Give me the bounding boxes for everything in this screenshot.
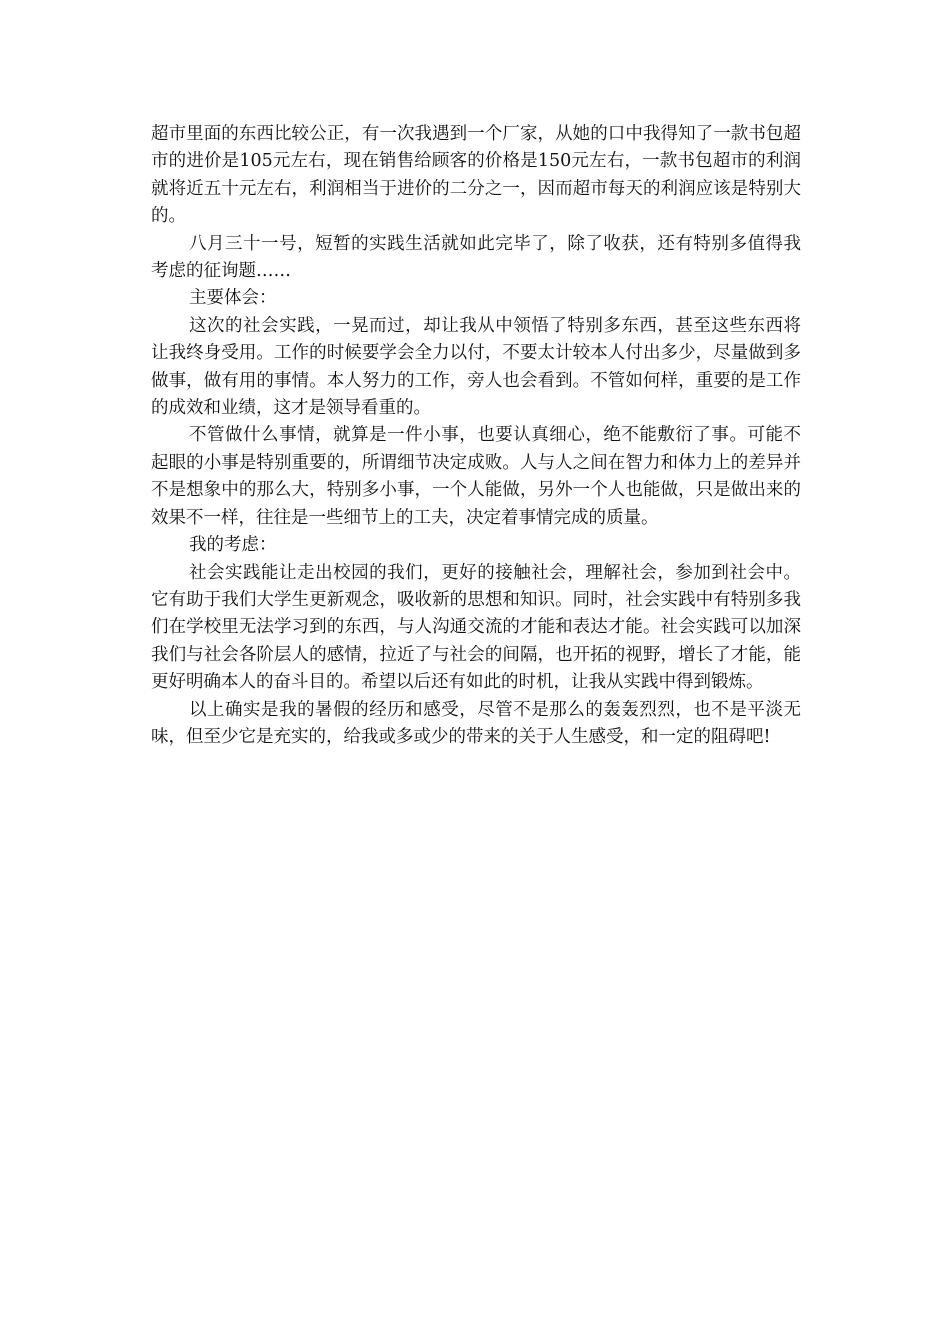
section-heading-my-thoughts: 我的考虑：: [189, 535, 277, 556]
paragraph-supermarket-profit: 超市里面的东西比较公正，有一次我遇到一个厂家，从她的口中我得知了一款书包超市的进价是105元左右，现在销售给顾客的价格是150元左右，一款书包超市的利润就将近五十元左右，利润相当于进价的二分之一，因而超市每天的利润应该是特别大的。: [151, 124, 801, 227]
paragraph-conclusion: 以上确实是我的暑假的经历和感受，尽管不是那么的轰轰烈烈，也不是平淡无味，但至少它是充实的，给我或多或少的带来的关于人生感受，和一定的阻碍吧!: [151, 699, 801, 747]
paragraph-work-lessons: 这次的社会实践，一晃而过，却让我从中领悟了特别多东西，甚至这些东西将让我终身受用。工作的时候要学会全力以付，不要太计较本人付出多少，尽量做到多做事，做有用的事情。本人努力的工作，旁人也会看到。不管如何样，重要的是工作的成效和业绩，这才是领导看重的。: [151, 315, 801, 419]
paragraph-social-practice-value: 社会实践能让走出校园的我们，更好的接触社会，理解社会，参加到社会中。它有助于我们大学生更新观念，吸收新的思想和知识。同时，社会实践中有特别多我们在学校里无法学习到的东西，与人沟通交流的才能和表达才能。社会实践可以加深我们与社会各阶层人的感情，拉近了与社会的间隔，也开拓的视野，增长了才能，能更好明确本人的奋斗目的。希望以后还有如此的时机，让我从实践中得到锻炼。: [151, 562, 801, 693]
paragraph-practice-end: 八月三十一号，短暂的实践生活就如此完毕了，除了收获，还有特别多值得我考虑的征询题……: [151, 233, 801, 282]
document-body: [151, 121, 801, 751]
section-heading-main-experience: 主要体会：: [189, 288, 277, 309]
paragraph-attention-to-detail: 不管做什么事情，就算是一件小事，也要认真细心，绝不能敷衍了事。可能不起眼的小事是特别重要的，所谓细节决定成败。人与人之间在智力和体力上的差异并不是想象中的那么大，特别多小事，一个人能做，另外一个人也能做，只是做出来的效果不一样，往往是一些细节上的工夫，决定着事情完成的质量。: [151, 425, 801, 528]
